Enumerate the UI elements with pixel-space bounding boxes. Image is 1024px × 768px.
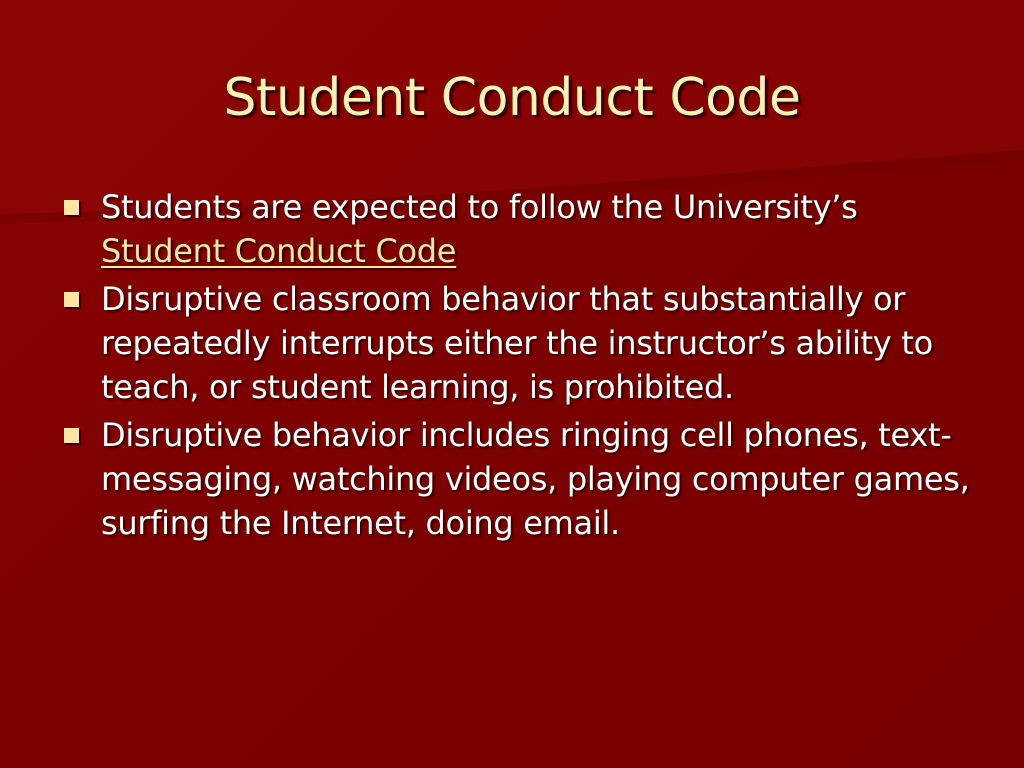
bullet-item-disruptive-examples [60,413,980,545]
square-bullet-icon [64,428,79,443]
square-bullet-icon [64,200,79,215]
bullet-text: Disruptive classroom behavior that substantially or repeatedly interrupts either the instructor’s ability to teach, or student learning, is prohibited. [101,280,933,406]
bullet-item-conduct-code [60,185,980,273]
student-conduct-code-link[interactable]: Student Conduct Code [101,232,457,270]
square-bullet-icon [64,292,79,307]
slide-title: Student Conduct Code [223,68,801,128]
bullet-item-disruptive-behavior [60,277,980,409]
bullet-list [60,185,980,549]
bullet-text: Disruptive behavior includes ringing cell phones, text-messaging, watching videos, playing computer games, surfing the Internet, doing email. [101,416,970,542]
bullet-text: Students are expected to follow the University’s [101,188,858,226]
